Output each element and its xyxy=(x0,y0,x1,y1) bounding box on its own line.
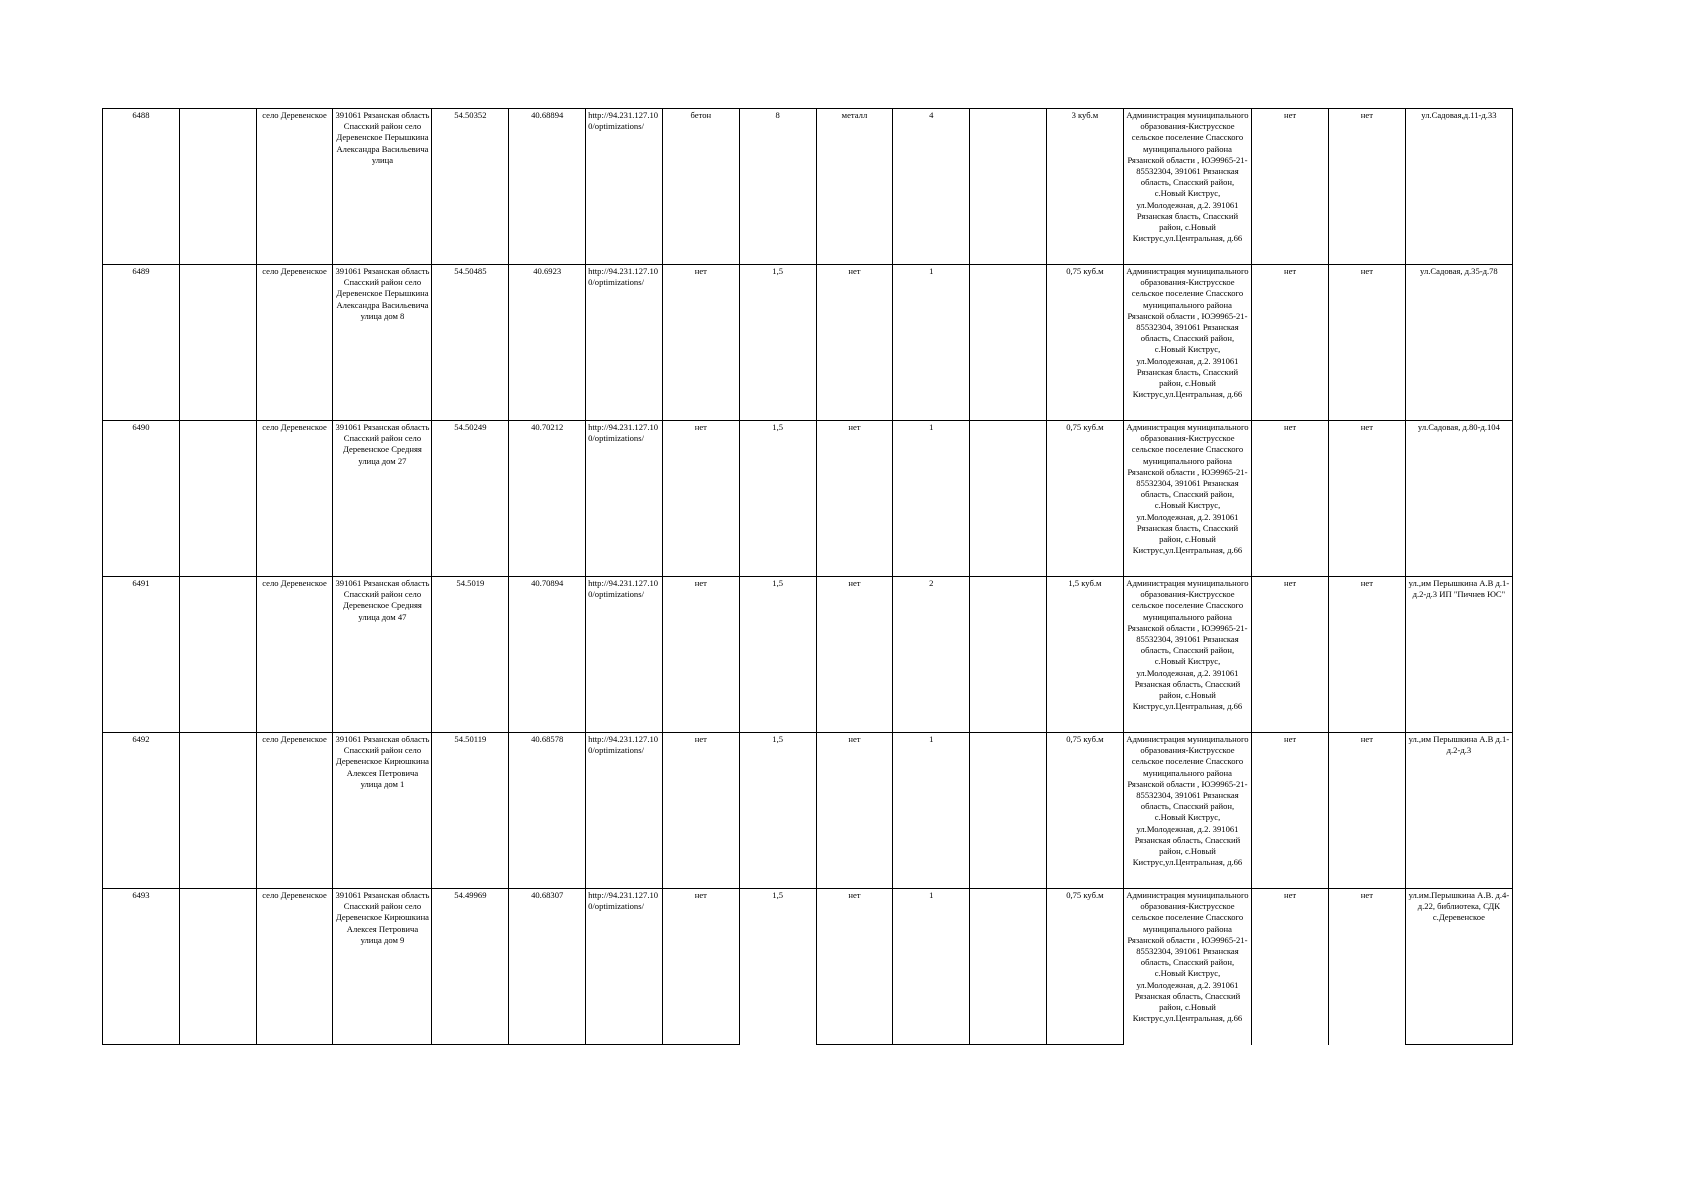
cell-empty xyxy=(179,421,256,577)
cell-longitude: 40.70212 xyxy=(509,421,586,577)
cell-sources: ул.,им Перышкина А.В д.1-д.2-д.3 ИП "Пичнев ЮС" xyxy=(1405,577,1512,733)
cell-empty xyxy=(970,421,1047,577)
cell-id: 6492 xyxy=(103,733,180,889)
cell-empty xyxy=(179,577,256,733)
cell-id: 6493 xyxy=(103,889,180,1045)
cell-latitude: 54.50119 xyxy=(432,733,509,889)
cell-flag: нет xyxy=(1252,265,1329,421)
cell-flag: нет xyxy=(1328,265,1405,421)
cell-empty xyxy=(970,733,1047,889)
cell-owner: Администрация муниципального образования-Киструсское сельское поселение Спасского муниципального района Рязанской области , ЮЭ9965-21-85532304, 391061 Рязанская область, Спасский район, с.Новый Киструс, ул.Молодежная, д.2. 391061 Рязанская область, Спасский район, с.Новый Киструс,ул.Центральная, д.66 xyxy=(1123,577,1251,733)
cell-fence: нет xyxy=(816,577,893,733)
cell-sources: ул.Садовая, д.80-д.104 xyxy=(1405,421,1512,577)
cell-empty xyxy=(179,265,256,421)
cell-surface: нет xyxy=(662,577,739,733)
cell-surface: нет xyxy=(662,889,739,1045)
cell-settlement: село Деревенское xyxy=(256,733,333,889)
cell-area: 1,5 xyxy=(739,733,816,889)
cell-id: 6489 xyxy=(103,265,180,421)
cell-latitude: 54.50249 xyxy=(432,421,509,577)
cell-latitude: 54.50352 xyxy=(432,109,509,265)
cell-containers: 2 xyxy=(893,577,970,733)
cell-empty xyxy=(179,109,256,265)
cell-address: 391061 Рязанская область Спасский район село Деревенское Кирюшкина Алексея Петровича улица дом 9 xyxy=(333,889,432,1045)
cell-flag: нет xyxy=(1252,733,1329,889)
cell-containers: 1 xyxy=(893,265,970,421)
cell-flag: нет xyxy=(1328,733,1405,889)
cell-surface: нет xyxy=(662,421,739,577)
cell-volume: 0,75 куб.м xyxy=(1046,733,1123,889)
table-row xyxy=(103,733,1513,889)
cell-latitude: 54.49969 xyxy=(432,889,509,1045)
cell-fence: нет xyxy=(816,889,893,1045)
cell-surface: нет xyxy=(662,733,739,889)
cell-url: http://94.231.127.100/optimizations/ xyxy=(586,265,663,421)
cell-empty xyxy=(970,265,1047,421)
cell-address: 391061 Рязанская область Спасский район село Деревенское Кирюшкина Алексея Петровича улица дом 1 xyxy=(333,733,432,889)
cell-longitude: 40.70894 xyxy=(509,577,586,733)
cell-volume: 3 куб.м xyxy=(1046,109,1123,265)
table-row xyxy=(103,889,1513,1045)
cell-containers: 1 xyxy=(893,421,970,577)
cell-longitude: 40.68578 xyxy=(509,733,586,889)
waste-sites-table xyxy=(102,108,1513,1045)
cell-owner: Администрация муниципального образования-Киструсское сельское поселение Спасского муниципального района Рязанской области , ЮЭ9965-21-85532304, 391061 Рязанская область, Спасский район, с.Новый Киструс, ул.Молодежная, д.2. 391061 Рязанская бласть, Спасский район, с.Новый Киструс,ул.Центральная, д.66 xyxy=(1123,109,1251,265)
cell-volume: 0,75 куб.м xyxy=(1046,889,1123,1045)
cell-longitude: 40.6923 xyxy=(509,265,586,421)
cell-url: http://94.231.127.100/optimizations/ xyxy=(586,421,663,577)
cell-area: 1,5 xyxy=(739,577,816,733)
cell-volume: 0,75 куб.м xyxy=(1046,265,1123,421)
cell-area: 1,5 xyxy=(739,889,816,1045)
cell-owner: Администрация муниципального образования-Киструсское сельское поселение Спасского муниципального района Рязанской области , ЮЭ9965-21-85532304, 391061 Рязанская область, Спасский район, с.Новый Киструс, ул.Молодежная, д.2. 391061 Рязанская бласть, Спасский район, с.Новый Киструс,ул.Центральная, д.66 xyxy=(1123,421,1251,577)
cell-address: 391061 Рязанская область Спасский район село Деревенское Средняя улица дом 47 xyxy=(333,577,432,733)
cell-fence: нет xyxy=(816,265,893,421)
cell-url: http://94.231.127.100/optimizations/ xyxy=(586,889,663,1045)
cell-id: 6488 xyxy=(103,109,180,265)
cell-area: 8 xyxy=(739,109,816,265)
cell-flag: нет xyxy=(1252,889,1329,1045)
cell-sources: ул.им.Перышкина А.В. д.4-д.22, библиотека, СДК с.Деревенское xyxy=(1405,889,1512,1045)
cell-longitude: 40.68894 xyxy=(509,109,586,265)
cell-area: 1,5 xyxy=(739,265,816,421)
cell-settlement: село Деревенское xyxy=(256,265,333,421)
table-row xyxy=(103,577,1513,733)
table-row xyxy=(103,109,1513,265)
cell-empty xyxy=(970,109,1047,265)
table-row xyxy=(103,265,1513,421)
cell-address: 391061 Рязанская область Спасский район село Деревенское Перышкина Александра Васильевича улица xyxy=(333,109,432,265)
cell-area: 1,5 xyxy=(739,421,816,577)
cell-surface: нет xyxy=(662,265,739,421)
cell-empty xyxy=(970,577,1047,733)
cell-fence: нет xyxy=(816,421,893,577)
cell-sources: ул.Садовая, д.35-д.78 xyxy=(1405,265,1512,421)
cell-containers: 1 xyxy=(893,733,970,889)
cell-address: 391061 Рязанская область Спасский район село Деревенское Перышкина Александра Васильевича улица дом 8 xyxy=(333,265,432,421)
cell-fence: металл xyxy=(816,109,893,265)
cell-flag: нет xyxy=(1328,577,1405,733)
cell-fence: нет xyxy=(816,733,893,889)
cell-flag: нет xyxy=(1252,577,1329,733)
cell-id: 6491 xyxy=(103,577,180,733)
cell-containers: 4 xyxy=(893,109,970,265)
cell-settlement: село Деревенское xyxy=(256,889,333,1045)
cell-latitude: 54.50485 xyxy=(432,265,509,421)
cell-url: http://94.231.127.100/optimizations/ xyxy=(586,577,663,733)
cell-url: http://94.231.127.100/optimizations/ xyxy=(586,109,663,265)
cell-flag: нет xyxy=(1252,109,1329,265)
cell-flag: нет xyxy=(1252,421,1329,577)
cell-flag: нет xyxy=(1328,889,1405,1045)
cell-owner: Администрация муниципального образования-Киструсское сельское поселение Спасского муниципального района Рязанской области , ЮЭ9965-21-85532304, 391061 Рязанская область, Спасский район, с.Новый Киструс, ул.Молодежная, д.2. 391061 Рязанская бласть, Спасский район, с.Новый Киструс,ул.Центральная, д.66 xyxy=(1123,265,1251,421)
cell-flag: нет xyxy=(1328,421,1405,577)
cell-empty xyxy=(970,889,1047,1045)
cell-sources: ул.,им Перышкина А.В д.1-д.2-д.3 xyxy=(1405,733,1512,889)
cell-settlement: село Деревенское xyxy=(256,421,333,577)
cell-owner: Администрация муниципального образования-Киструсское сельское поселение Спасского муниципального района Рязанской области , ЮЭ9965-21-85532304, 391061 Рязанская область, Спасский район, с.Новый Киструс, ул.Молодежная, д.2. 391061 Рязанская область, Спасский район, с.Новый Киструс,ул.Центральная, д.66 xyxy=(1123,733,1251,889)
cell-settlement: село Деревенское xyxy=(256,109,333,265)
cell-volume: 1,5 куб.м xyxy=(1046,577,1123,733)
cell-url: http://94.231.127.100/optimizations/ xyxy=(586,733,663,889)
cell-surface: бетон xyxy=(662,109,739,265)
cell-settlement: село Деревенское xyxy=(256,577,333,733)
cell-volume: 0,75 куб.м xyxy=(1046,421,1123,577)
cell-sources: ул.Садовая,д.11-д.33 xyxy=(1405,109,1512,265)
cell-flag: нет xyxy=(1328,109,1405,265)
cell-longitude: 40.68307 xyxy=(509,889,586,1045)
cell-empty xyxy=(179,889,256,1045)
cell-containers: 1 xyxy=(893,889,970,1045)
table-row xyxy=(103,421,1513,577)
cell-empty xyxy=(179,733,256,889)
cell-latitude: 54.5019 xyxy=(432,577,509,733)
cell-id: 6490 xyxy=(103,421,180,577)
cell-owner: Администрация муниципального образования-Киструсское сельское поселение Спасского муниципального района Рязанской области , ЮЭ9965-21-85532304, 391061 Рязанская область, Спасский район, с.Новый Киструс, ул.Молодежная, д.2. 391061 Рязанская область, Спасский район, с.Новый Киструс,ул.Центральная, д.66 xyxy=(1123,889,1251,1045)
cell-address: 391061 Рязанская область Спасский район село Деревенское Средняя улица дом 27 xyxy=(333,421,432,577)
